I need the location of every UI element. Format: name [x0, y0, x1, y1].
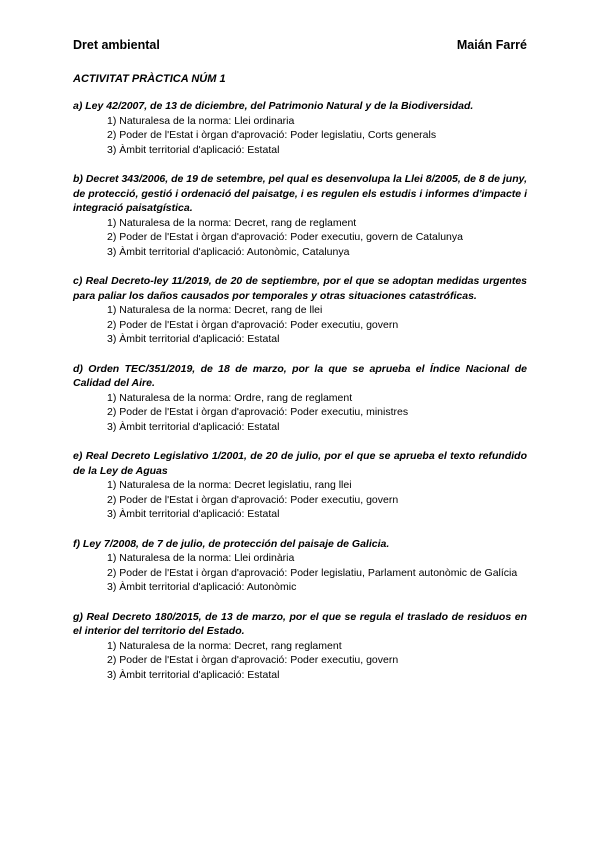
section-heading: b) Decret 343/2006, de 19 de setembre, pel qual es desenvolupa la Llei 8/2005, de 8 de juny, de protecció, gestió i ordenació del paisatge, i es regulen els estudis i informes d'impacte i integració paisatgística. [73, 173, 527, 214]
section-heading: f) Ley 7/2008, de 7 de julio, de protección del paisaje de Galicia. [73, 537, 390, 550]
list-item: 1) Naturalesa de la norma: Llei ordinaria [107, 114, 295, 127]
section-b [73, 172, 527, 259]
list-item: 2) Poder de l'Estat i òrgan d'aprovació: Poder executiu, govern [107, 493, 399, 506]
list-item: 1) Naturalesa de la norma: Decret, rang de llei [107, 304, 323, 316]
document-title: ACTIVITAT PRÀCTICA NÚM 1 [73, 73, 226, 85]
header-author: Maián Farré [456, 38, 527, 52]
section-heading: d) Orden TEC/351/2019, de 18 de marzo, por la que se aprueba el Índice Nacional de Calidad del Aire. [73, 362, 527, 389]
section-a [73, 99, 527, 157]
section-items [73, 639, 527, 683]
section-items [73, 216, 527, 260]
section-heading: a) Ley 42/2007, de 13 de diciembre, del Patrimonio Natural y de la Biodiversidad. [73, 100, 474, 112]
section-e [73, 449, 527, 522]
list-item: 1) Naturalesa de la norma: Ordre, rang de reglament [107, 391, 353, 404]
list-item: 2) Poder de l'Estat i òrgan d'aprovació: Poder executiu, govern [107, 318, 399, 331]
section-heading: g) Real Decreto 180/2015, de 13 de marzo, por el que se regula el traslado de residuos en el interior del territorio del Estado. [73, 610, 527, 637]
section-items [73, 114, 527, 158]
list-item: 1) Naturalesa de la norma: Llei ordinària [107, 552, 295, 564]
section-items [73, 391, 527, 435]
list-item: 3) Àmbit territorial d'aplicació: Autonòmic [107, 581, 297, 593]
list-item: 3) Àmbit territorial d'aplicació: Estatal [107, 668, 280, 681]
list-item: 2) Poder de l'Estat i òrgan d'aprovació: Poder executiu, govern [107, 654, 399, 666]
section-items [73, 303, 527, 347]
list-item: 1) Naturalesa de la norma: Decret, rang reglament [107, 639, 342, 652]
section-items [73, 478, 527, 522]
list-item: 2) Poder de l'Estat i òrgan d'aprovació: Poder executiu, ministres [107, 406, 409, 418]
list-item: 3) Àmbit territorial d'aplicació: Estatal [107, 420, 280, 433]
header-course: Dret ambiental [73, 38, 160, 52]
section-items [73, 551, 527, 595]
page-header [73, 38, 527, 52]
list-item: 3) Àmbit territorial d'aplicació: Autonòmic, Catalunya [107, 245, 350, 258]
section-g [73, 610, 527, 683]
section-d [73, 362, 527, 435]
list-item: 1) Naturalesa de la norma: Decret legislatiu, rang llei [107, 479, 352, 491]
list-item: 3) Àmbit territorial d'aplicació: Estatal [107, 143, 280, 156]
section-f [73, 537, 527, 595]
list-item: 2) Poder de l'Estat i òrgan d'aprovació: Poder legislatiu, Parlament autonòmic de Galícia [107, 566, 518, 579]
sections-list [73, 99, 527, 697]
section-c [73, 274, 527, 347]
list-item: 3) Àmbit territorial d'aplicació: Estatal [107, 508, 280, 520]
list-item: 3) Àmbit territorial d'aplicació: Estatal [107, 333, 280, 345]
section-heading: c) Real Decreto-ley 11/2019, de 20 de septiembre, por el que se adoptan medidas urgentes para paliar los daños causados por temporales y otras situaciones catastróficas. [73, 275, 527, 302]
list-item: 2) Poder de l'Estat i òrgan d'aprovació: Poder executiu, govern de Catalunya [107, 231, 463, 243]
list-item: 1) Naturalesa de la norma: Decret, rang de reglament [107, 216, 357, 229]
list-item: 2) Poder de l'Estat i òrgan d'aprovació: Poder legislatiu, Corts generals [107, 129, 437, 141]
section-heading: e) Real Decreto Legislativo 1/2001, de 20 de julio, por el que se aprueba el texto refundido de la Ley de Aguas [73, 450, 527, 477]
